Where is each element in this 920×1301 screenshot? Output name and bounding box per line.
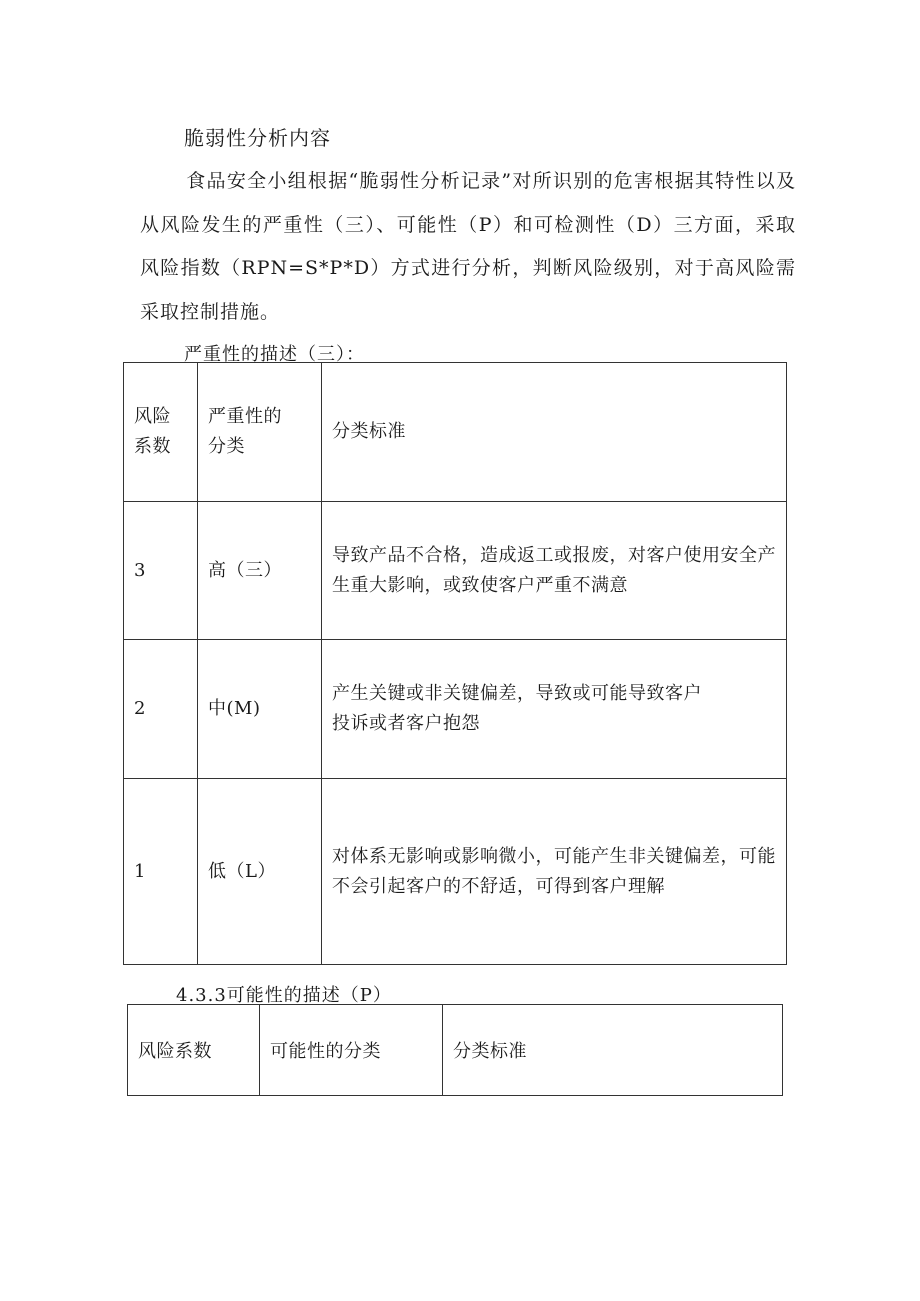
intro-text: 食品安全小组根据“脆弱性分析记录”对所识别的危害根据其特性以及从风险发生的严重性（三）、可能性（P）和可检测性（D）三方面，采取风险指数（RPN=S*P*D）方式进行分析，判断风险级别，对于高风险需采取控制措施。 — [140, 170, 796, 323]
header-criteria: 分类标准 — [443, 1005, 783, 1096]
table-row — [124, 640, 787, 779]
row-class: 中(M) — [198, 640, 322, 779]
header-criteria: 分类标准 — [322, 363, 787, 502]
header-coef: 风险系数 — [128, 1005, 260, 1096]
table-header-row — [124, 363, 787, 502]
table-row — [124, 779, 787, 965]
section-title: 脆弱性分析内容 — [184, 126, 331, 150]
row-coef: 2 — [124, 640, 198, 779]
row-class: 高（三） — [198, 502, 322, 640]
severity-caption: 严重性的描述（三）： — [184, 344, 365, 365]
header-coef: 风险 系数 — [124, 363, 198, 502]
severity-table — [123, 362, 787, 965]
table-header-row — [128, 1005, 783, 1096]
row-coef: 1 — [124, 779, 198, 965]
header-class: 严重性的 分类 — [198, 363, 322, 502]
likelihood-caption: 4.3.3可能性的描述（P） — [176, 985, 392, 1006]
row-coef: 3 — [124, 502, 198, 640]
header-class: 可能性的分类 — [260, 1005, 443, 1096]
table-row — [124, 502, 787, 640]
intro-paragraph — [140, 160, 796, 334]
row-criteria: 导致产品不合格，造成返工或报废，对客户使用安全产生重大影响，或致使客户严重不满意 — [322, 502, 787, 640]
row-class: 低（L） — [198, 779, 322, 965]
row-criteria: 产生关键或非关键偏差，导致或可能导致客户 投诉或者客户抱怨 — [322, 640, 787, 779]
row-criteria: 对体系无影响或影响微小，可能产生非关键偏差，可能不会引起客户的不舒适，可得到客户理解 — [322, 779, 787, 965]
likelihood-table — [127, 1004, 783, 1096]
